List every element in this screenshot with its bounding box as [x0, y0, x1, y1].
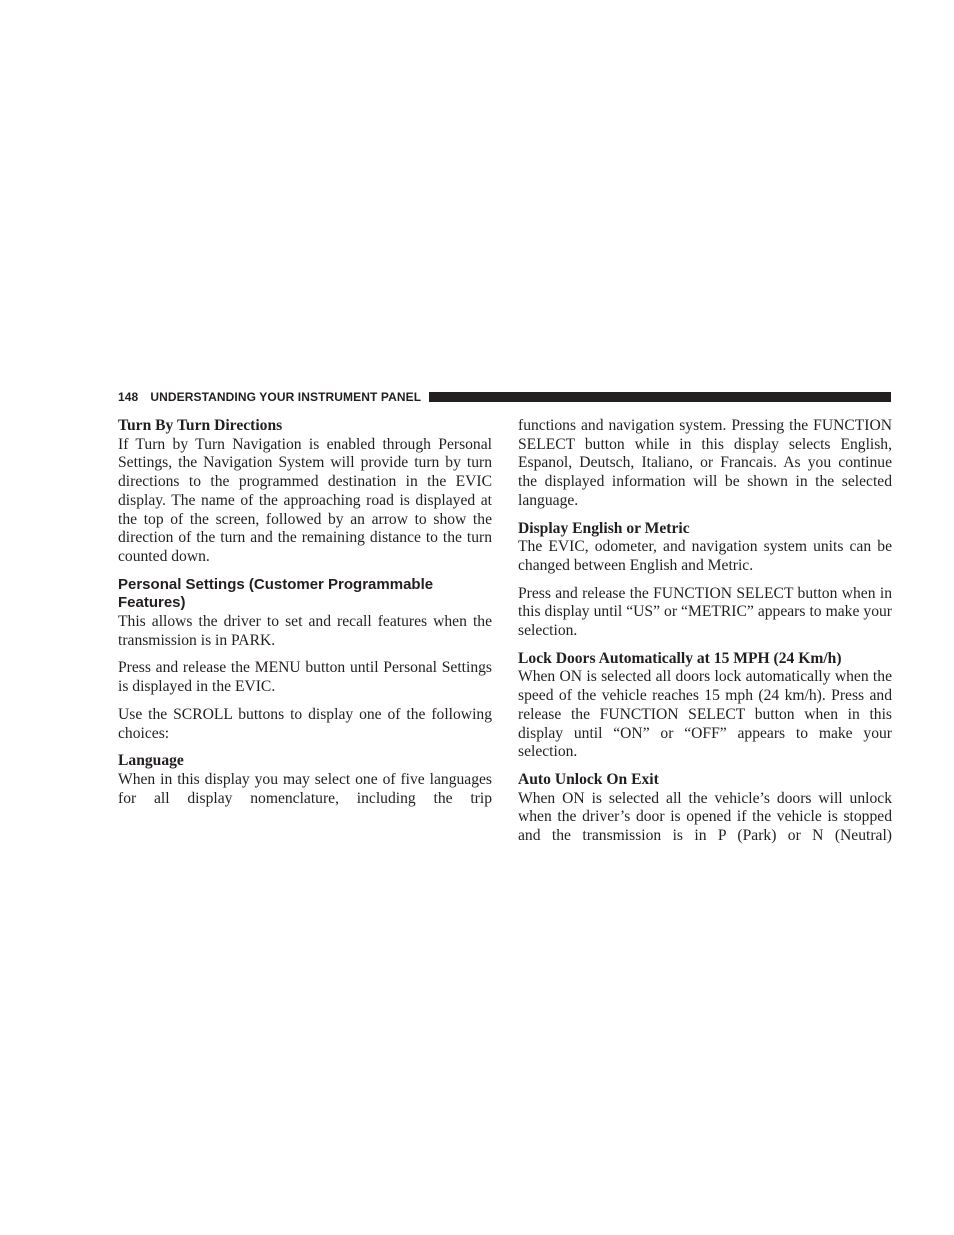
right-column	[518, 417, 892, 846]
spacer	[118, 697, 492, 706]
scroll-instruction: Use the SCROLL buttons to display one of the following choices:	[118, 705, 492, 742]
personal-settings-body: This allows the driver to set and recall features when the transmission is in PARK.	[118, 613, 492, 649]
spacer	[518, 641, 892, 650]
page-header	[118, 389, 891, 405]
spacer	[518, 511, 892, 520]
personal-settings-heading: Personal Settings (Customer Programmable Features)	[118, 575, 434, 612]
language-body-continued: functions and navigation system. Pressing the FUNCTION SELECT button while in this display selects English, Espanol, Deutsch, Italiano, or Francais. As you continue the displayed information will be shown in the selected language.	[518, 417, 892, 509]
language-body: When in this display you may select one of five languages for all display nomenclature, including the trip	[118, 770, 492, 807]
auto-unlock-heading: Auto Unlock On Exit	[518, 770, 659, 788]
lock-doors-body: When ON is selected all doors lock automatically when the speed of the vehicle reaches 15 mph (24 km/h). Press and release the FUNCTION SELECT button when in this display until “ON” or “OFF” appears to make your selection.	[518, 668, 892, 761]
spacer	[518, 576, 892, 585]
spacer	[118, 743, 492, 752]
left-column	[118, 417, 492, 808]
units-heading: Display English or Metric	[518, 519, 690, 537]
auto-unlock-body: When ON is selected all the vehicle’s doors will unlock when the driver’s door is opened if the vehicle is stopped and the transmission is in P (Park) or N (Neutral)	[518, 789, 892, 845]
units-body: The EVIC, odometer, and navigation system units can be changed between English and Metric.	[518, 538, 892, 574]
section-title: UNDERSTANDING YOUR INSTRUMENT PANEL	[150, 390, 422, 404]
spacer	[518, 762, 892, 771]
spacer	[118, 650, 492, 659]
turn-by-turn-body: If Turn by Turn Navigation is enabled through Personal Settings, the Navigation System will provide turn by turn directions to the programmed destination in the EVIC display. The name of the approaching road is displayed at the top of the screen, followed by an arrow to show the direction of the turn and the remaining distance to the turn counted down.	[118, 435, 492, 565]
spacer	[118, 567, 492, 576]
turn-by-turn-heading: Turn By Turn Directions	[118, 417, 283, 434]
lock-doors-heading: Lock Doors Automatically at 15 MPH (24 Km/h)	[518, 649, 842, 667]
menu-instruction: Press and release the MENU button until Personal Settings is displayed in the EVIC.	[118, 659, 492, 696]
units-instruction: Press and release the FUNCTION SELECT button when in this display until “US” or “METRIC” appears to make your selection.	[518, 584, 892, 640]
language-heading: Language	[118, 752, 184, 770]
page-number: 148	[118, 390, 139, 404]
header-rule	[429, 392, 891, 402]
